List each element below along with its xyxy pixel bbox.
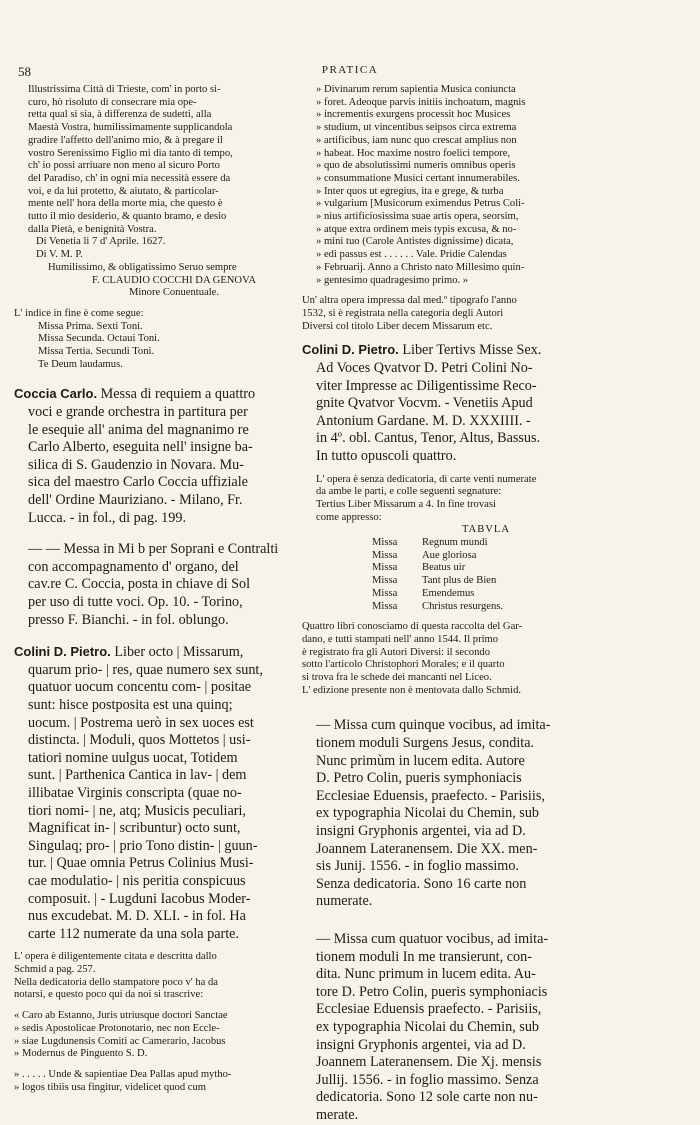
entry-name: Colini D. Pietro. bbox=[302, 342, 399, 358]
text-line: — — Messa in Mi b per Soprani e Contralti bbox=[28, 541, 279, 558]
text-line: si trova fra le schede dei mancanti nel Liceo. bbox=[302, 672, 492, 684]
text-line: le esequie all' anima del magnanimo re bbox=[28, 421, 249, 438]
running-title: PRATICA bbox=[321, 64, 379, 76]
text-line: Lucca. - in fol., di pag. 199. bbox=[28, 509, 186, 526]
quote-continued bbox=[302, 84, 670, 287]
tabvla-title: TABVLA bbox=[461, 524, 511, 536]
text-line: vostro Serenissimo Figlio mi dia tanto di tempo, bbox=[28, 147, 233, 159]
note-schmid bbox=[14, 951, 298, 1002]
text-line: per uso di tutte voci. Op. 10. - Torino, bbox=[28, 594, 243, 610]
text-line: Diversi col titolo Liber decem Missarum etc. bbox=[302, 320, 493, 332]
entry-messa bbox=[14, 541, 298, 629]
tabvla-missa: Missa bbox=[372, 537, 398, 549]
text-line: » habeat. Hoc maxime nostro foelici tempore, bbox=[316, 147, 511, 159]
text-line: 1532, si è registrata nella categoria degli Autori bbox=[302, 307, 504, 319]
text-line: » vulgarium [Musicorum eximendus Petrus Coli- bbox=[316, 198, 525, 210]
text-line: » edi passus est . . . . . . Vale. Pridie Calendas bbox=[316, 249, 507, 261]
tabvla-missa: Missa bbox=[372, 575, 398, 587]
text-line: ex typographia Nicolai du Chemin, sub bbox=[316, 1018, 540, 1035]
text-line: » siae Lugdunensis Comiti ac Camerario, Jacobus bbox=[14, 1035, 226, 1047]
entry-text bbox=[302, 360, 670, 466]
entry-text bbox=[14, 662, 298, 944]
salutation: Di V. M. P. bbox=[36, 249, 83, 261]
note-description bbox=[302, 474, 670, 525]
text-line: in 4º. obl. Cantus, Tenor, Altus, Bassus. bbox=[316, 430, 541, 447]
entry-first-line: Liber Tertivs Misse Sex. bbox=[402, 342, 542, 359]
text-line: dedicatoria. Sono 12 sole carte non nu- bbox=[316, 1089, 538, 1106]
text-line: Te Deum laudamus. bbox=[38, 358, 123, 370]
entry-missa-surgens bbox=[302, 717, 670, 911]
text-line: Antonium Gardane. M. D. XXXIIII. - bbox=[316, 412, 531, 429]
text-line: Ecclesiae Eduensis, praefecto. - Parisiis, bbox=[316, 787, 545, 804]
text-line: » Divinarum rerum sapientia Musica coniuncta bbox=[316, 84, 516, 95]
text-line: — Missa cum quatuor vocibus, ad imita- bbox=[316, 931, 549, 947]
text-line: presso F. Bianchi. - in fol. oblungo. bbox=[28, 611, 229, 628]
text-line: Un' altra opera impressa dal med.º tipografo l'anno bbox=[302, 295, 517, 307]
text-line: » sedis Apostolicae Protonotario, nec non Eccle- bbox=[14, 1022, 220, 1034]
text-line: » . . . . . Unde & sapientiae Dea Pallas apud mytho- bbox=[14, 1068, 232, 1080]
tabvla-title-cell: Emendemus bbox=[422, 587, 475, 599]
text-line: tur. | Quae omnia Petrus Colinius Musi- bbox=[28, 855, 254, 872]
text-line: è registrato fra gli Autori Diversi: il secondo bbox=[302, 646, 490, 658]
tabvla-title-cell: Aue gloriosa bbox=[422, 549, 477, 561]
text-line: Maestà Vostra, humilissimamente supplicandola bbox=[28, 122, 233, 134]
text-line: del Paradiso, ch' in ogni mia necessità essere da bbox=[28, 172, 231, 184]
servant-line: Humilissimo, & obligatissimo Seruo sempre bbox=[48, 261, 237, 273]
tabvla-title-cell: Beatus uir bbox=[422, 562, 466, 574]
text-line: carte 112 numerate da una sola parte. bbox=[28, 925, 240, 942]
text-line: merate. bbox=[316, 1106, 359, 1123]
text-line: sica del maestro Carlo Coccia uffiziale bbox=[28, 474, 248, 491]
author-order: Minore Conuentuale. bbox=[128, 287, 220, 299]
text-line: L' opera è senza dedicatoria, di carte venti numerate bbox=[316, 473, 537, 485]
text-line: distincta. | Moduli, quos Mottetos | usi- bbox=[28, 732, 251, 749]
text-line: Missa Tertia. Secundi Toni. bbox=[38, 346, 155, 358]
text-line: Missa Secunda. Octaui Toni. bbox=[38, 333, 160, 345]
text-line: In tutto opuscoli quattro. bbox=[316, 447, 457, 464]
text-line: Carlo Alberto, eseguita nell' insigne ba- bbox=[28, 439, 253, 456]
text-line: tionem moduli In me transierunt, con- bbox=[316, 948, 532, 965]
text-line: silica di S. Gaudenzio in Novara. Mu- bbox=[28, 456, 244, 473]
text-line: insigni Gryphonis argentei, via ad D. bbox=[316, 1036, 526, 1053]
text-line: » studium, ut vincentibus seipsos circa extrema bbox=[316, 122, 517, 134]
text-line: composuit. | - Lugduni Iacobus Moder- bbox=[28, 890, 251, 907]
text-line: gradire l'affetto dell'animo mio, & à pregare il bbox=[28, 134, 223, 146]
text-line: Singulaq; pro- | prio Tono distin- | guun- bbox=[28, 837, 258, 854]
page-number: 58 bbox=[18, 64, 31, 79]
text-line: Schmid a pag. 257. bbox=[14, 963, 96, 975]
text-line: » foret. Adeoque parvis initiis inchoatum, magnis bbox=[316, 96, 526, 108]
text-line: sunt: hisce postposita est una quinq; bbox=[28, 696, 233, 713]
text-line: » logos tibiis usa fingitur, videlicet quod cum bbox=[14, 1081, 207, 1093]
index-intro: L' indice in fine è come segue: bbox=[14, 307, 144, 319]
entry-colini bbox=[14, 643, 298, 943]
entry-coccia bbox=[14, 385, 298, 527]
text-line: numerate. bbox=[316, 893, 373, 910]
tabvla-missa: Missa bbox=[372, 600, 398, 612]
text-line: L' edizione presente non è mentovata dallo Schmid. bbox=[302, 684, 522, 696]
text-line: » gentesimo quadragesimo primo. » bbox=[316, 274, 469, 286]
text-line: Tertius Liber Missarum a 4. In fine trovasi bbox=[316, 498, 496, 510]
text-line: ch' io possi arriuare non meno al sicuro Porto bbox=[28, 160, 220, 172]
text-line: viter Impresse ac Diligentissime Reco- bbox=[316, 377, 537, 394]
text-line: Nella dedicatoria dello stampatore poco v' ha da bbox=[14, 976, 218, 988]
entry-text bbox=[14, 404, 298, 527]
text-line: tore D. Petro Colin, pueris symphoniacis bbox=[316, 983, 548, 1000]
text-line: retta qual si sia, à differenza de sudetti, alla bbox=[28, 109, 212, 121]
text-line: dell' Ordine Mauriziano. - Milano, Fr. bbox=[28, 492, 243, 509]
text-line: » nius artificiosissima suae artis opera, seorsim, bbox=[316, 211, 519, 223]
text-line: Ad Voces Qvatvor D. Petri Colini No- bbox=[316, 359, 533, 376]
text-line: Joannem Lateranensem. Die Xj. mensis bbox=[316, 1054, 542, 1071]
tabvla-missa: Missa bbox=[372, 587, 398, 599]
text-line: » atque extra ordinem meis typis excusa, & no- bbox=[316, 223, 517, 235]
date-line: Di Venetia li 7 d' Aprile. 1627. bbox=[36, 236, 166, 248]
text-line: Senza dedicatoria. Sono 16 carte non bbox=[316, 875, 527, 892]
right-column bbox=[302, 84, 670, 1125]
text-line: cav.re C. Coccia, posta in chiave di Sol bbox=[28, 576, 251, 593]
text-line: » Februarij. Anno a Christo nato Millesimo quin- bbox=[316, 261, 525, 273]
text-line: uocum. | Postrema uerò in sex uoces est bbox=[28, 714, 254, 731]
text-line: insigni Gryphonis argentei, via ad D. bbox=[316, 823, 526, 840]
text-line: » Inter quos ut egregius, ita e grege, & turba bbox=[316, 185, 504, 197]
text-line: tatiori nomine uulgus uocat, Totidem bbox=[28, 749, 238, 766]
text-line: Illustrissima Città di Trieste, com' in porto si- bbox=[28, 84, 221, 95]
entry-first-line: Liber octo | Missarum, bbox=[114, 644, 244, 661]
text-line: » artificibus, iam nunc quo crescat amplius non bbox=[316, 134, 517, 146]
text-line: » incrementis exurgens processit hoc Musices bbox=[316, 109, 511, 121]
text-line: sotto l'articolo Christophori Morales; e il quarto bbox=[302, 659, 505, 671]
letter-text bbox=[14, 84, 298, 236]
text-line: Jullij. 1556. - in foglio massimo. Senza bbox=[316, 1071, 539, 1088]
text-line: curo, hò risoluto di consecrare mia ope- bbox=[28, 96, 197, 108]
text-line: Ecclesiae Eduensis praefecto. - Parisiis, bbox=[316, 1001, 542, 1018]
text-line: » consummatione Musici certant innumerabiles. bbox=[316, 172, 520, 184]
text-line: sis Junij. 1556. - in foglio massimo. bbox=[316, 858, 519, 875]
entry-colini-tertius bbox=[302, 341, 670, 465]
tabvla-title-cell: Christus resurgens. bbox=[422, 600, 504, 612]
entry-name: Coccia Carlo. bbox=[14, 386, 98, 402]
text-line: ex typographia Nicolai du Chemin, sub bbox=[316, 805, 540, 822]
text-line: » mini tuo (Carole Antistes dignissime) dicata, bbox=[316, 236, 514, 248]
text-line: — Missa cum quinque vocibus, ad imita- bbox=[316, 717, 551, 734]
text-line: notarsi, e questo poco qui da noi si trascrive: bbox=[14, 989, 204, 1001]
tabvla-missa: Missa bbox=[372, 562, 398, 574]
text-line: sunt. | Parthenica Cantica in lav- | dem bbox=[28, 767, 247, 784]
text-line: quatuor uocum concentu com- | positae bbox=[28, 679, 252, 696]
text-line: voci e grande orchestra in partitura per bbox=[28, 404, 248, 421]
text-line: come appresso: bbox=[316, 511, 382, 523]
text-line: quarum prio- | res, quae numero sex sunt, bbox=[28, 661, 263, 678]
quote-start bbox=[14, 1069, 298, 1094]
tabvla-title-cell: Tant plus de Bien bbox=[422, 575, 497, 587]
text-line: con accompagnamento d' organo, del bbox=[28, 558, 239, 575]
text-line: tutto il mio desiderio, & quanto bramo, e desio bbox=[28, 211, 227, 223]
text-line: tiori nomi- | ne, atq; Musicis peculiari, bbox=[28, 802, 246, 819]
text-line: nus excudebat. M. D. XLI. - in fol. Ha bbox=[28, 908, 246, 925]
note-gardano bbox=[302, 621, 670, 697]
text-line: Joannem Lateranensem. Die XX. men- bbox=[316, 840, 538, 857]
index-list bbox=[14, 321, 298, 372]
dedication-quote bbox=[14, 1010, 298, 1061]
text-line: Magnificat in- | scribuntur) octo sunt, bbox=[28, 820, 241, 837]
text-line: Nunc primùm in lucem edita. Autore bbox=[316, 752, 525, 769]
entry-first-line: Messa di requiem a quattro bbox=[100, 386, 256, 403]
text-line: dalla Pietà, e benignità Vostra. bbox=[28, 223, 157, 235]
text-line: tionem moduli Surgens Jesus, condita. bbox=[316, 735, 535, 752]
tabvla-table bbox=[302, 537, 670, 613]
entry-name: Colini D. Pietro. bbox=[14, 644, 111, 660]
text-line: « Caro ab Estanno, Juris utriusque doctori Sanctae bbox=[14, 1010, 228, 1022]
text-line: » Modernus de Pinguento S. D. bbox=[14, 1048, 148, 1060]
text-line: D. Petro Colin, pueris symphoniacis bbox=[316, 770, 522, 787]
tabvla-title-cell: Regnum mundi bbox=[422, 537, 488, 549]
text-line: gnite Qvatvor Vocvm. - Venetiis Apud bbox=[316, 395, 533, 412]
note-other-work bbox=[302, 295, 670, 333]
text-line: Missa Prima. Sexti Toni. bbox=[38, 320, 143, 332]
left-column bbox=[14, 84, 298, 1094]
text-line: L' opera è diligentemente citata e descritta dallo bbox=[14, 951, 217, 963]
text-line: da ambe le parti, e colle seguenti segnature: bbox=[316, 486, 502, 498]
tabvla-missa: Missa bbox=[372, 549, 398, 561]
text-line: voi, e da lui protetto, & aiutato, & particolar- bbox=[28, 185, 219, 197]
text-line: dita. Nunc primum in lucem edita. Au- bbox=[316, 966, 536, 983]
entry-missa-in-me bbox=[302, 931, 670, 1125]
author-name: F. CLAUDIO COCCHI DA GENOVA bbox=[91, 274, 257, 286]
text-line: cae modulatio- | nis peritia conspicuus bbox=[28, 872, 246, 889]
text-line: mente nell' hora della morte mia, che questo è bbox=[28, 198, 223, 210]
text-line: illibatae Virginis conscripta (quae no- bbox=[28, 784, 242, 801]
text-line: » quo de absolutissimi numeris omnibus operis bbox=[316, 160, 516, 172]
text-line: dano, e tutti stampati nell' anno 1544. Il primo bbox=[302, 633, 499, 645]
text-line: Quattro libri conosciamo di questa raccolta del Gar- bbox=[302, 621, 523, 633]
